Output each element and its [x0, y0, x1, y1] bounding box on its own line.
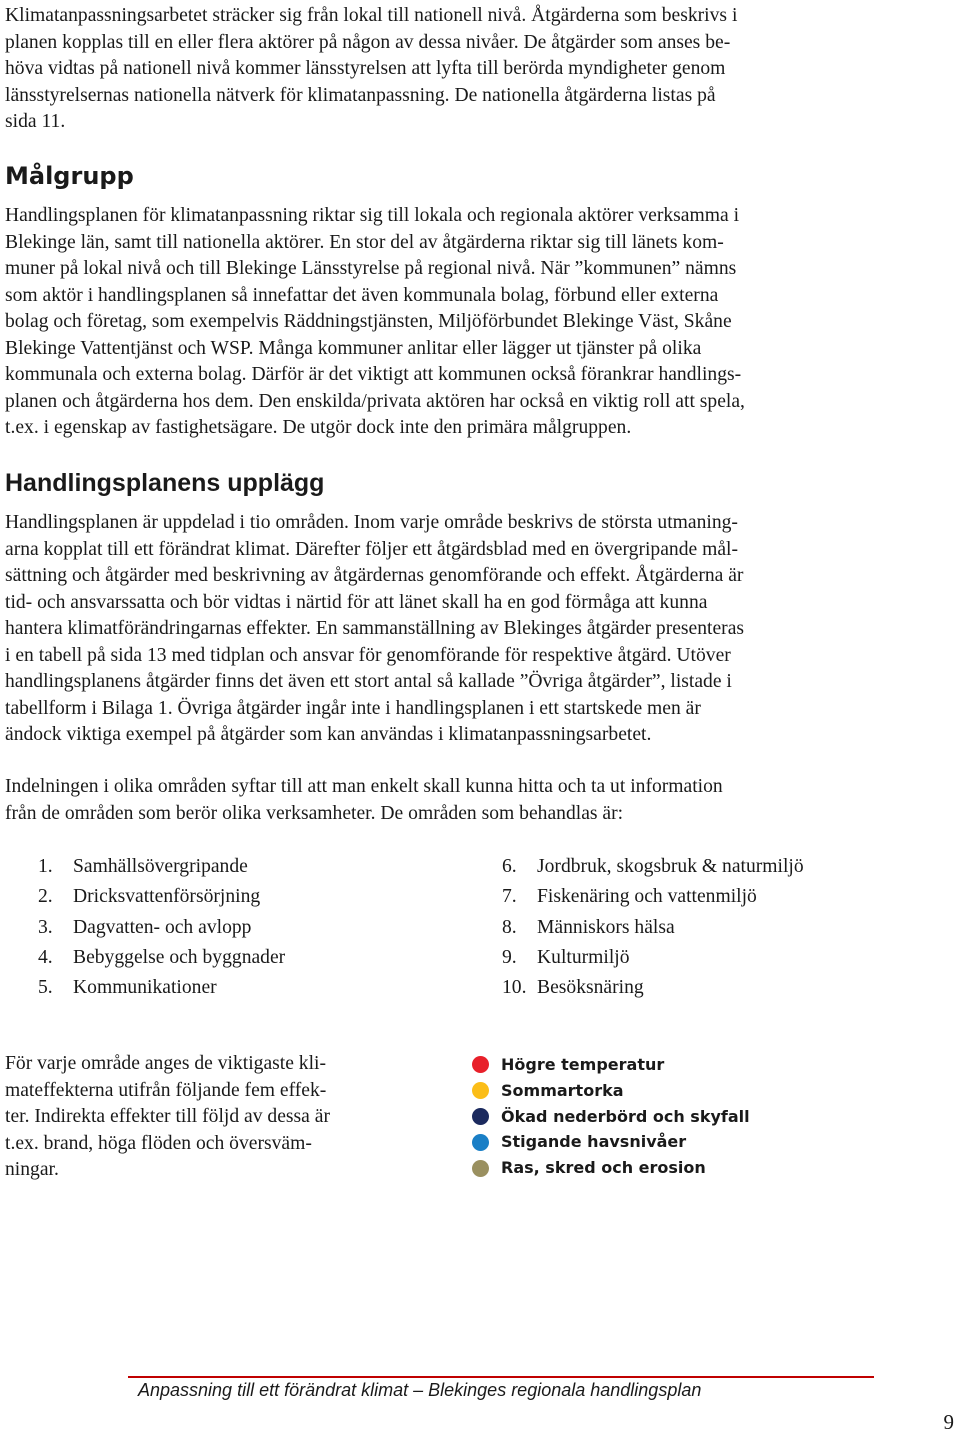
list-item-label: Samhällsövergripande [73, 856, 248, 877]
text-line: mateffekterna utifrån följande fem effek- [5, 1079, 327, 1101]
legend-label: Ökad nederbörd och skyfall [501, 1106, 750, 1126]
list-item-number: 5. [38, 977, 53, 999]
list-item-label: Bebyggelse och byggnader [73, 946, 286, 968]
list-item [38, 852, 285, 882]
page-number: 9 [943, 1410, 954, 1434]
list-item-label: Människors hälsa [537, 916, 675, 938]
list-item-label: Kommunikationer [73, 977, 217, 999]
text-line: sättning och åtgärder med beskrivning av åtgärdernas genomförande och effekt. Åtgärderna är [5, 565, 744, 586]
effects-paragraph [5, 1051, 425, 1184]
upplagg-paragraph [5, 510, 873, 749]
text-line: som aktör i handlingsplanen så innefattar det även kommunala bolag, förbund eller externa [5, 284, 719, 306]
text-line: ningar. [5, 1159, 59, 1180]
indelning-paragraph [5, 774, 873, 827]
legend-item [472, 1104, 750, 1130]
text-line: Handlingsplanen är uppdelad i tio områden. Inom varje område beskrivs de största utmaning- [5, 512, 738, 533]
list-item-number: 4. [38, 946, 53, 968]
text-line: från de områden som berör olika verksamheter. De områden som behandlas är: [5, 802, 624, 824]
footer-title: Anpassning till ett förändrat klimat – Blekinges regionala handlingsplan [138, 1380, 702, 1400]
list-item-number: 2. [38, 886, 53, 908]
legend-item [472, 1155, 750, 1181]
text-line: kommunala och externa bolag. Därför är det viktigt att kommunen också förankrar handlings- [5, 364, 742, 385]
text-line: tid- och ansvarssatta och bör vidtas i närtid för att länet skall ha en god förmåga att kunna [5, 591, 708, 613]
blue-circle-icon [472, 1134, 489, 1151]
list-item-number: 3. [38, 916, 53, 938]
intro-paragraph [5, 3, 873, 136]
text-line: Blekinge län, samt till nationella aktörer. En stor del av åtgärderna riktar sig till länets kom- [5, 231, 724, 253]
text-line: Blekinge Vattentjänst och WSP. Många kommuner anlitar eller lägger ut tjänster på olika [5, 337, 702, 359]
list-item-label: Dricksvattenförsörjning [73, 886, 261, 908]
text-line: ter. Indirekta effekter till följd av dessa är [5, 1106, 330, 1127]
areas-list-left [38, 852, 285, 1003]
red-circle-icon [472, 1056, 489, 1073]
list-item-label: Dagvatten- och avlopp [73, 916, 252, 938]
text-line: bolag och företag, som exempelvis Räddningstjänsten, Miljöförbundet Blekinge Väst, Skåne [5, 311, 732, 332]
list-item [502, 913, 804, 943]
text-line: tabellform i Bilaga 1. Övriga åtgärder ingår inte i handlingsplanen i ett startskede men är [5, 697, 701, 719]
text-line: höva vidtas på nationell nivå kommer länsstyrelsen att lyfta till berörda myndigheter genom [5, 58, 726, 79]
legend-item [472, 1129, 750, 1155]
legend-label: Stigande havsnivåer [501, 1132, 687, 1152]
footer-divider [128, 1376, 874, 1378]
list-item [38, 882, 285, 912]
olive-circle-icon [472, 1160, 489, 1177]
text-line: sida 11. [5, 111, 66, 132]
legend-label: Högre temperatur [501, 1055, 665, 1074]
text-line: i en tabell på sida 13 med tidplan och ansvar för genomförande för respektive åtgärd. Utöver [5, 644, 731, 666]
legend-label: Ras, skred och erosion [501, 1158, 706, 1178]
text-line: handlingsplanens åtgärder finns det även ett stort antal så kallade ”Övriga åtgärder”, listade i [5, 671, 732, 692]
yellow-circle-icon [472, 1082, 489, 1099]
list-item-number: 6. [502, 856, 517, 877]
text-line: länsstyrelsernas nationella nätverk för klimatanpassning. De nationella åtgärderna listas på [5, 84, 716, 106]
list-item-label: Fiskenäring och vattenmiljö [537, 886, 757, 908]
section-heading-malgrupp: Målgrupp [5, 162, 134, 190]
list-item [502, 973, 804, 1003]
text-line: Klimatanpassningsarbetet sträcker sig från lokal till nationell nivå. Åtgärderna som beskrivs i [5, 5, 738, 26]
list-item [502, 943, 804, 973]
list-item-number: 1. [38, 856, 53, 877]
list-item-label: Kulturmiljö [537, 946, 630, 968]
legend-item [472, 1052, 750, 1078]
text-line: Handlingsplanen för klimatanpassning riktar sig till lokala och regionala aktörer verksamma i [5, 205, 740, 226]
list-item [38, 943, 285, 973]
text-line: Indelningen i olika områden syftar till att man enkelt skall kunna hitta och ta ut information [5, 776, 723, 797]
text-line: arna kopplat till ett förändrat klimat. Därefter följer ett åtgärdsblad med en övergripande mål- [5, 538, 739, 560]
text-line: t.ex. i egenskap av fastighetsägare. De utgör dock inte den primära målgruppen. [5, 417, 632, 438]
areas-list-right [502, 852, 804, 1003]
text-line: planen och åtgärderna hos dem. Den enskilda/privata aktören har också en viktig roll att spela, [5, 390, 745, 412]
text-line: t.ex. brand, höga flöden och översväm- [5, 1132, 312, 1154]
legend-item [472, 1078, 750, 1104]
navy-circle-icon [472, 1108, 489, 1125]
text-line: planen kopplas till en eller flera aktörer på någon av dessa nivåer. De åtgärder som anses be- [5, 31, 731, 53]
list-item-number: 9. [502, 946, 517, 968]
list-item [502, 882, 804, 912]
text-line: hantera klimatförändringarnas effekter. En sammanställning av Blekinges åtgärder presenteras [5, 618, 745, 639]
legend-label: Sommartorka [501, 1080, 624, 1100]
malgrupp-paragraph [5, 203, 873, 442]
list-item-number: 10. [502, 977, 527, 999]
text-line: ändock viktiga exempel på åtgärder som kan användas i klimatanpassningsarbetet. [5, 724, 652, 745]
list-item-label: Jordbruk, skogsbruk & naturmiljö [537, 856, 804, 877]
list-item-number: 7. [502, 886, 517, 908]
climate-effects-legend [472, 1052, 750, 1181]
list-item [38, 973, 285, 1003]
text-line: muner på lokal nivå och till Blekinge Länsstyrelse på regional nivå. När ”kommunen” nämns [5, 258, 737, 279]
list-item [38, 913, 285, 943]
list-item [502, 852, 804, 882]
list-item-number: 8. [502, 916, 517, 938]
list-item-label: Besöksnäring [537, 977, 644, 999]
text-line: För varje område anges de viktigaste kli- [5, 1053, 327, 1074]
section-heading-upplagg: Handlingsplanens upplägg [5, 469, 325, 497]
